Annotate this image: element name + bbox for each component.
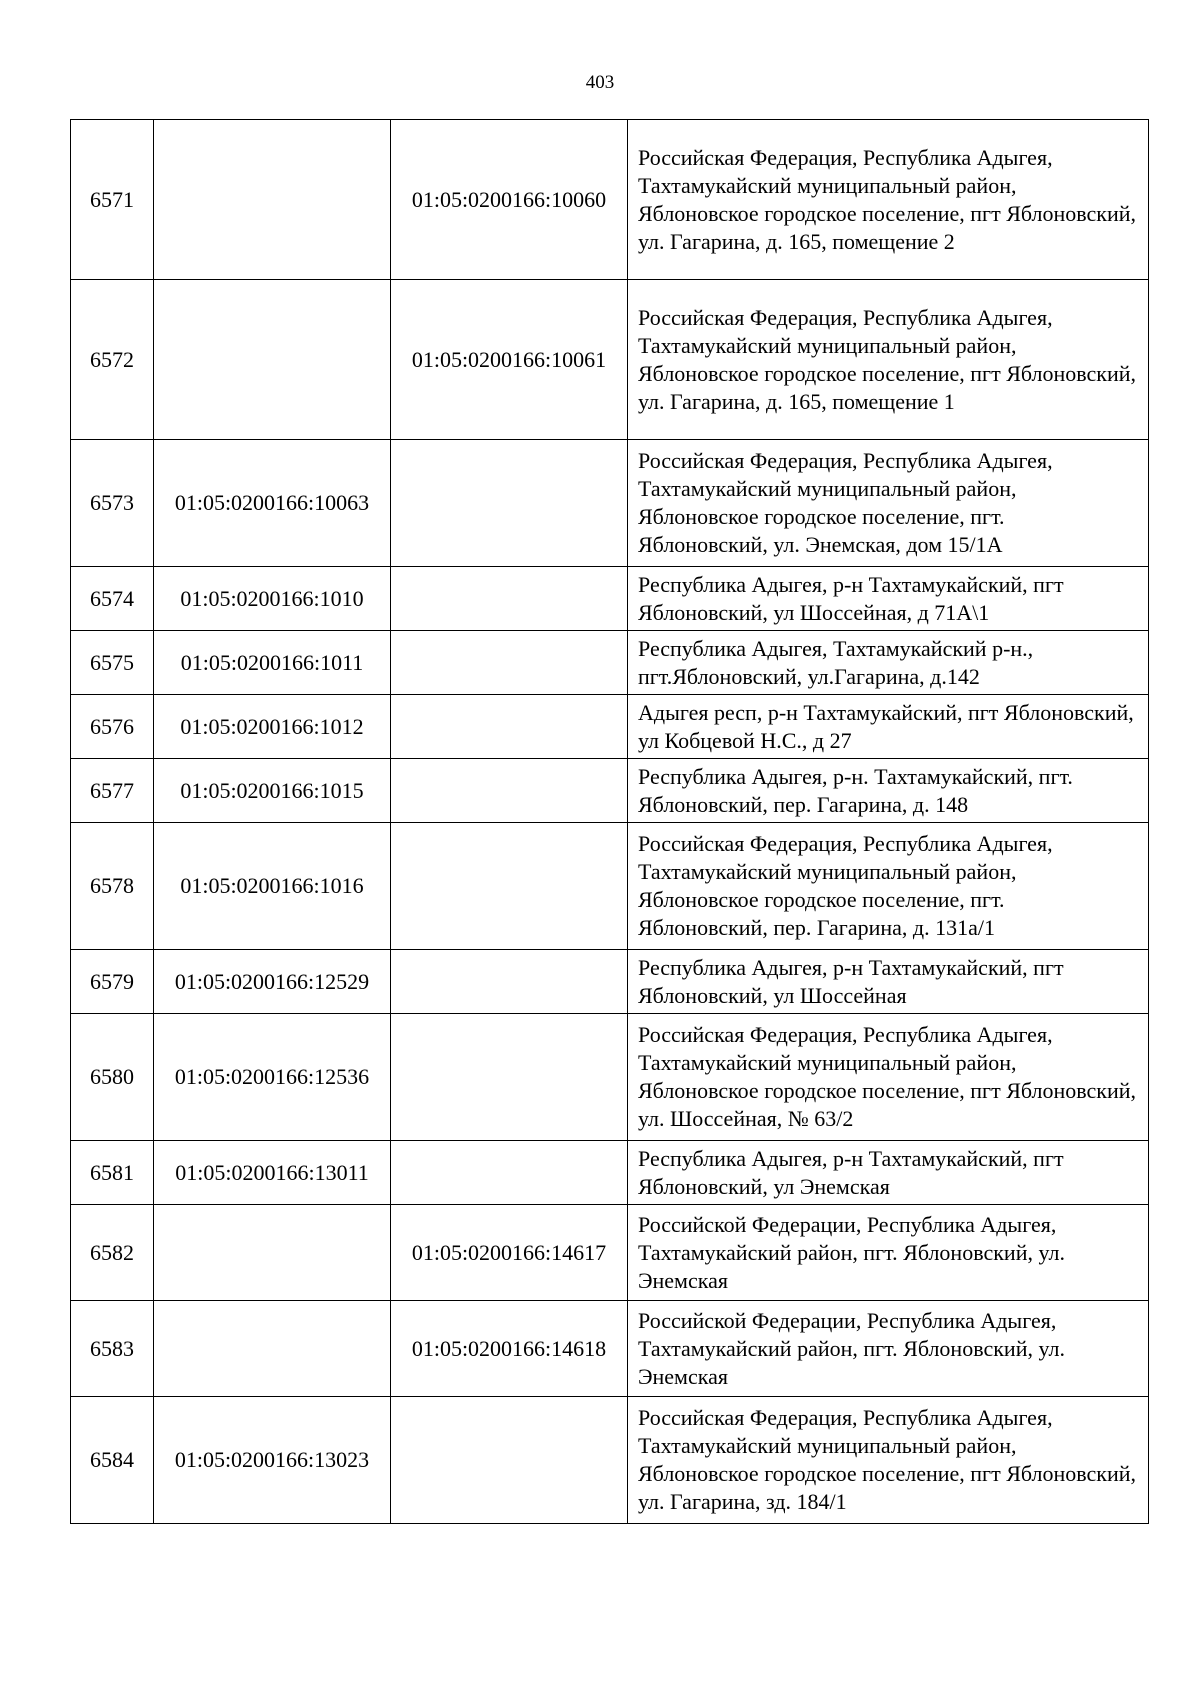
row-number-cell: 6573: [71, 440, 154, 567]
table-row: [71, 1397, 1149, 1524]
address-cell: Адыгея респ, р-н Тахтамукайский, пгт Яблоновский, ул Кобцевой Н.С., д 27: [628, 695, 1149, 759]
address-cell: Республика Адыгея, р-н Тахтамукайский, пгт Яблоновский, ул Шоссейная, д 71А\1: [628, 567, 1149, 631]
building-cadastral-cell: [391, 1141, 628, 1205]
building-cadastral-cell: [391, 823, 628, 950]
building-cadastral-cell: [391, 759, 628, 823]
row-number-cell: 6578: [71, 823, 154, 950]
table-row: [71, 631, 1149, 695]
table-row: [71, 1205, 1149, 1301]
land-cadastral-cell: 01:05:0200166:12529: [154, 950, 391, 1014]
row-number-cell: 6572: [71, 280, 154, 440]
row-number-cell: 6580: [71, 1014, 154, 1141]
land-cadastral-cell: 01:05:0200166:1015: [154, 759, 391, 823]
building-cadastral-cell: [391, 1014, 628, 1141]
land-cadastral-cell: 01:05:0200166:13011: [154, 1141, 391, 1205]
address-cell: Российской Федерации, Республика Адыгея, Тахтамукайский район, пгт. Яблоновский, ул. Энемская: [628, 1205, 1149, 1301]
row-number-cell: 6583: [71, 1301, 154, 1397]
address-cell: Республика Адыгея, р-н Тахтамукайский, пгт Яблоновский, ул Шоссейная: [628, 950, 1149, 1014]
table-row: [71, 823, 1149, 950]
building-cadastral-cell: [391, 440, 628, 567]
table-row: [71, 567, 1149, 631]
address-cell: Республика Адыгея, р-н Тахтамукайский, пгт Яблоновский, ул Энемская: [628, 1141, 1149, 1205]
address-cell: Российской Федерации, Республика Адыгея, Тахтамукайский район, пгт. Яблоновский, ул. Энемская: [628, 1301, 1149, 1397]
table-row: [71, 280, 1149, 440]
address-cell: Российская Федерация, Республика Адыгея, Тахтамукайский муниципальный район, Яблоновское городское поселение, пгт Яблоновский, ул. Шоссейная, № 63/2: [628, 1014, 1149, 1141]
address-cell: Республика Адыгея, Тахтамукайский р-н., пгт.Яблоновский, ул.Гагарина, д.142: [628, 631, 1149, 695]
table-row: [71, 695, 1149, 759]
land-cadastral-cell: 01:05:0200166:1012: [154, 695, 391, 759]
row-number-cell: 6574: [71, 567, 154, 631]
building-cadastral-cell: 01:05:0200166:14617: [391, 1205, 628, 1301]
land-cadastral-cell: [154, 1301, 391, 1397]
building-cadastral-cell: 01:05:0200166:10061: [391, 280, 628, 440]
address-cell: Республика Адыгея, р-н. Тахтамукайский, пгт. Яблоновский, пер. Гагарина, д. 148: [628, 759, 1149, 823]
land-cadastral-cell: 01:05:0200166:10063: [154, 440, 391, 567]
land-cadastral-cell: [154, 280, 391, 440]
table-row: [71, 440, 1149, 567]
address-cell: Российская Федерация, Республика Адыгея, Тахтамукайский муниципальный район, Яблоновское городское поселение, пгт Яблоновский, ул. Гагарина, д. 165, помещение 2: [628, 120, 1149, 280]
table-row: [71, 120, 1149, 280]
registry-table: [70, 119, 1149, 1524]
land-cadastral-cell: 01:05:0200166:1011: [154, 631, 391, 695]
building-cadastral-cell: [391, 1397, 628, 1524]
row-number-cell: 6571: [71, 120, 154, 280]
table-row: [71, 1301, 1149, 1397]
table-row: [71, 950, 1149, 1014]
land-cadastral-cell: [154, 1205, 391, 1301]
table-row: [71, 759, 1149, 823]
table-row: [71, 1141, 1149, 1205]
row-number-cell: 6577: [71, 759, 154, 823]
building-cadastral-cell: 01:05:0200166:14618: [391, 1301, 628, 1397]
address-cell: Российская Федерация, Республика Адыгея, Тахтамукайский муниципальный район, Яблоновское городское поселение, пгт Яблоновский, ул. Гагарина, зд. 184/1: [628, 1397, 1149, 1524]
land-cadastral-cell: 01:05:0200166:13023: [154, 1397, 391, 1524]
building-cadastral-cell: 01:05:0200166:10060: [391, 120, 628, 280]
land-cadastral-cell: [154, 120, 391, 280]
row-number-cell: 6579: [71, 950, 154, 1014]
row-number-cell: 6576: [71, 695, 154, 759]
row-number-cell: 6575: [71, 631, 154, 695]
land-cadastral-cell: 01:05:0200166:12536: [154, 1014, 391, 1141]
table-row: [71, 1014, 1149, 1141]
row-number-cell: 6584: [71, 1397, 154, 1524]
land-cadastral-cell: 01:05:0200166:1016: [154, 823, 391, 950]
building-cadastral-cell: [391, 631, 628, 695]
page-number: 403: [585, 72, 615, 93]
address-cell: Российская Федерация, Республика Адыгея, Тахтамукайский муниципальный район, Яблоновское городское поселение, пгт. Яблоновский, пер. Гагарина, д. 131а/1: [628, 823, 1149, 950]
address-cell: Российская Федерация, Республика Адыгея, Тахтамукайский муниципальный район, Яблоновское городское поселение, пгт. Яблоновский, ул. Энемская, дом 15/1А: [628, 440, 1149, 567]
row-number-cell: 6581: [71, 1141, 154, 1205]
land-cadastral-cell: 01:05:0200166:1010: [154, 567, 391, 631]
building-cadastral-cell: [391, 950, 628, 1014]
address-cell: Российская Федерация, Республика Адыгея, Тахтамукайский муниципальный район, Яблоновское городское поселение, пгт Яблоновский, ул. Гагарина, д. 165, помещение 1: [628, 280, 1149, 440]
row-number-cell: 6582: [71, 1205, 154, 1301]
building-cadastral-cell: [391, 567, 628, 631]
building-cadastral-cell: [391, 695, 628, 759]
